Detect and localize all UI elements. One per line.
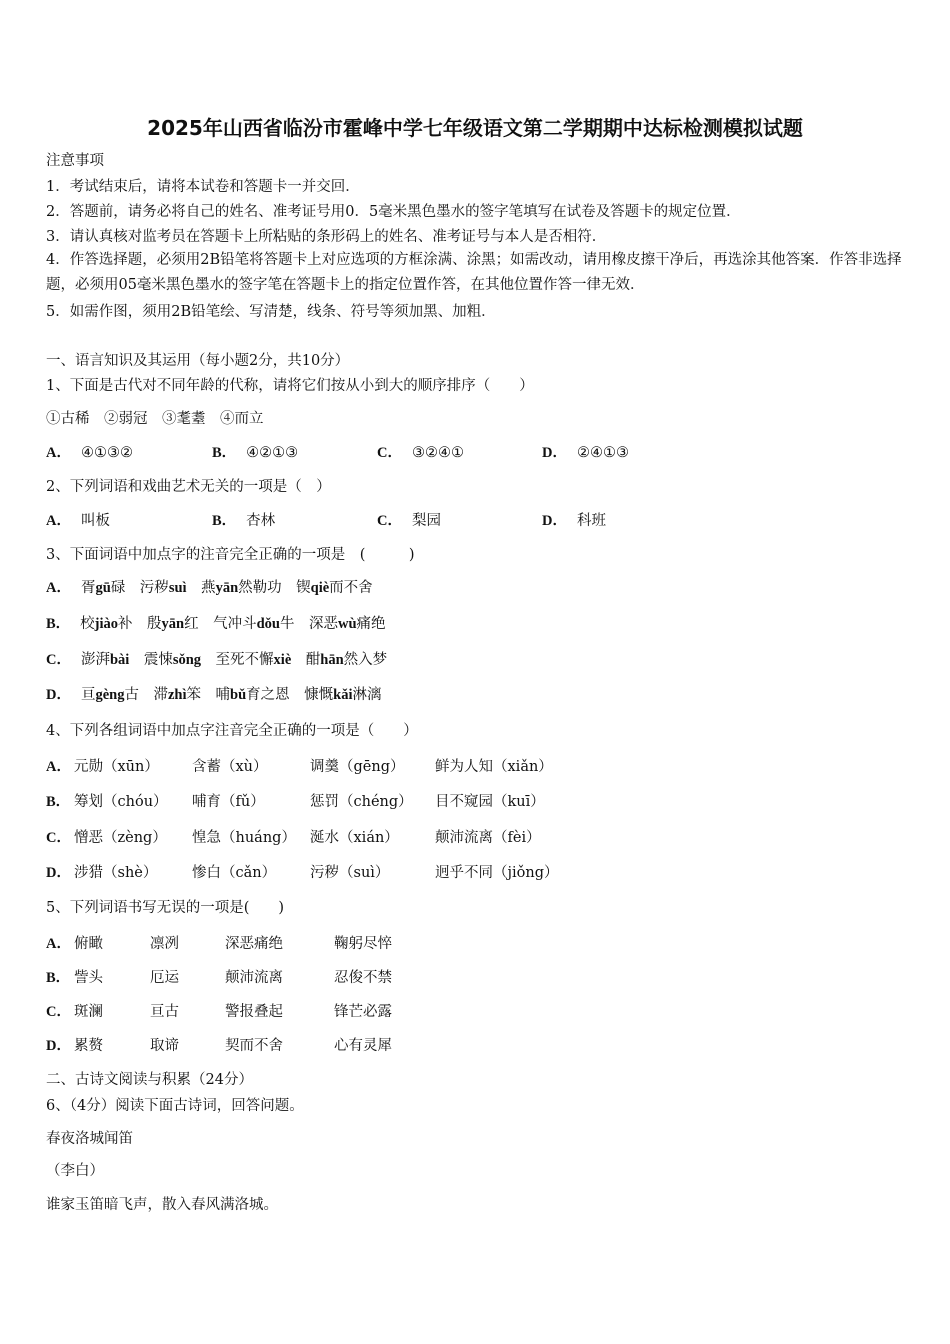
- q4-stem: 4、下列各组词语中加点字注音完全正确的一项是（ ）: [46, 723, 418, 739]
- q3-option-d[interactable]: D． 亘gèng古 滞zhì笨 哺bǔ育之恩 慷慨kǎi淋漓: [46, 687, 382, 703]
- poem-author: （李白）: [46, 1163, 104, 1179]
- q3-option-c[interactable]: C． 澎湃bài 震悚sǒng 至死不懈xiè 酣hān然入梦: [46, 652, 388, 668]
- notice-item-2: 2．答题前，请务必将自己的姓名、准考证号用0．5毫米黑色墨水的签字笔填写在试卷及答题卡的规定位置．: [46, 204, 741, 220]
- q3-stem: 3、下面词语中加点字的注音完全正确的一项是 ( ): [46, 547, 415, 563]
- q2-option-c[interactable]: C． 梨园: [377, 513, 441, 529]
- page-title: 2025年山西省临汾市霍峰中学七年级语文第二学期期中达标检测模拟试题: [147, 116, 803, 140]
- q2-stem: 2、下列词语和戏曲艺术无关的一项是（ ）: [46, 479, 331, 495]
- notice-heading: 注意事项: [46, 153, 104, 169]
- q1-option-c[interactable]: C． ③②④①: [377, 445, 464, 461]
- q2-option-d[interactable]: D． 科班: [542, 513, 606, 529]
- q3-option-a[interactable]: A． 胥gū碌 污秽suì 燕yān然勒功 锲qiè而不舍: [46, 580, 373, 596]
- q6-stem: 6、（4分）阅读下面古诗词，回答问题。: [46, 1098, 304, 1114]
- q1-items: ①古稀 ②弱冠 ③耄耋 ④而立: [46, 411, 264, 427]
- section2-heading: 二、古诗文阅读与积累（24分）: [46, 1072, 253, 1088]
- notice-item-1: 1．考试结束后，请将本试卷和答题卡一并交回．: [46, 179, 360, 195]
- poem-title: 春夜洛城闻笛: [46, 1131, 133, 1147]
- q2-option-a[interactable]: A． 叫板: [46, 513, 110, 529]
- q2-option-b[interactable]: B． 杏林: [212, 513, 276, 529]
- notice-item-3: 3．请认真核对监考员在答题卡上所粘贴的条形码上的姓名、准考证号与本人是否相符．: [46, 229, 607, 245]
- q1-option-d[interactable]: D． ②④①③: [542, 445, 629, 461]
- q1-option-a[interactable]: A． ④①③②: [46, 445, 133, 461]
- notice-item-5: 5．如需作图，须用2B铅笔绘、写清楚，线条、符号等须加黑、加粗．: [46, 304, 496, 320]
- q5-stem: 5、下列词语书写无误的一项是( ): [46, 900, 285, 916]
- q1-stem: 1、下面是古代对不同年龄的代称，请将它们按从小到大的顺序排序（ ）: [46, 378, 534, 394]
- q1-option-b[interactable]: B． ④②①③: [212, 445, 299, 461]
- section1-heading: 一、语言知识及其运用（每小题2分，共10分）: [46, 353, 350, 369]
- exam-page: 2025年山西省临汾市霍峰中学七年级语文第二学期期中达标检测模拟试题 注意事项 1．考试结束后，请将本试卷和答题卡一并交回． 2．答题前，请务必将自己的姓名、准考证号用0．5毫米黑色墨水的签字笔填写在试卷及答题卡的规定位置． 3．请认真核对监考员在答题卡上所粘贴的条形码上的姓名、准考证号与本人是否相符． 4．作答选择题，必须用2B铅笔将答题卡上对应选项的方框涂满、涂黑；如需改动，请用橡皮擦干净后，再选涂其他答案．作答非选择题，必须用05毫米黑色墨水的签字笔在答题卡上的指定位置作答，在其他位置作答一律无效． 5．如需作图，须用2B铅笔绘、写清楚，线条、符号等须加黑、加粗． 一、语言知识及其运用（每小题2分，共10分） 1、下面是古代对不同年龄的代称，请将它们按从小到大的顺序排序（ ） ①古稀 ②弱冠 ③耄耋 ④而立 A． ④①③② B． ④②①③ C． ③②④① D． ②④①③ 2、下列词语和戏曲艺术无关的一项是（ ） A． 叫板 B． 杏林 C． 梨园 D． 科班 3、下面词语中加点字的注音完全正确的一项是 ( ) A． 胥gū碌 污秽suì 燕yān然勒功 锲qiè而不舍 B． 校jiào补 殷yān红 气冲斗dǒu牛 深恶wù痛绝 C． 澎湃bài 震悚sǒng 至死不懈xiè 酣hān然入梦 D． 亘gèng古 滞zhì笨 哺bǔ育之恩 慷慨kǎi淋漓 4、下列各组词语中加点字注音完全正确的一项是（ ） A． 元勋（xūn） 含蓄（xù） 调羹（gēng） 鲜为人知（xiǎn） B． 筹划（chóu） 哺育（fǔ） 惩罚（chéng） 目不窥园（kuī） C． 憎恶（zèng） 惶急（huáng） 涎水（xián） 颠沛流离（fèi） D． 涉猎（shè） 惨白（cǎn） 污秽（suì） 迥乎不同（jiǒng） 5、下列词语书写无误的一项是( ) A． 俯瞰 凛冽 深恶痛绝 鞠躬尽悴 B． 訾头 厄运 颠沛流离 忍俊不禁 C． 斑澜 亘古 警报叠起 锋芒必露 D． 累赘 取谛 契而不舍 心有灵犀 二、古诗文阅读与积累（24分） 6、（4分）阅读下面古诗词，回答问题。 春夜洛城闻笛 （李白） 谁家玉笛暗飞声，散入春风满洛城。: [0, 0, 950, 1344]
- q3-option-b[interactable]: B． 校jiào补 殷yān红 气冲斗dǒu牛 深恶wù痛绝: [46, 616, 386, 632]
- notice-item-4: 4．作答选择题，必须用2B铅笔将答题卡上对应选项的方框涂满、涂黑；如需改动，请用橡皮擦干净后，再选涂其他答案．作答非选择题，必须用05毫米黑色墨水的签字笔在答题卡上的指定位置作答，在其他位置作答一律无效．: [46, 252, 902, 293]
- poem-line-1: 谁家玉笛暗飞声，散入春风满洛城。: [46, 1197, 278, 1213]
